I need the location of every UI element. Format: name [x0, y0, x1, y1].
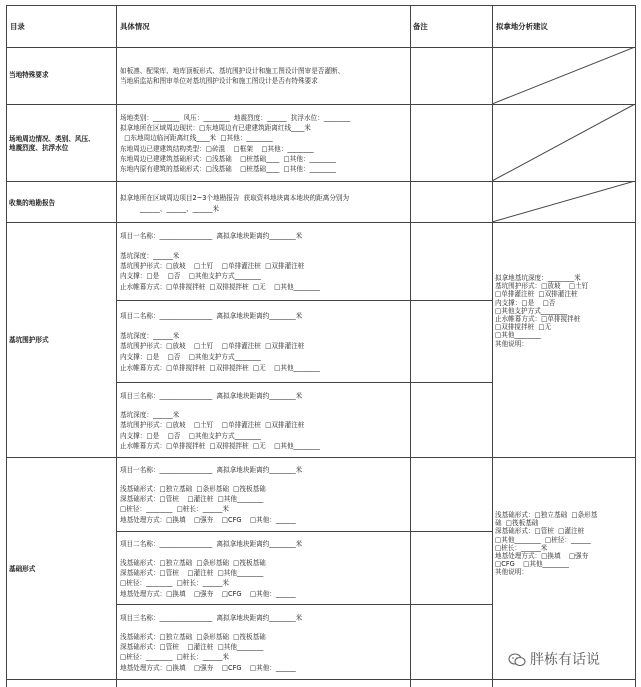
- table-border-right: [635, 5, 636, 687]
- advice-line: 其他说明：: [495, 568, 528, 577]
- project-name-line: 项目一名称：________________ 离拟拿地块距离约________米: [120, 466, 303, 474]
- project-line: □桩径：________ □桩长：______米: [120, 653, 229, 661]
- section-line: 东地内原有建筑的基础形式：□浅基础 □桩基础____ □其他：________: [120, 165, 336, 173]
- section-line: 场地类别：________ 风压：________ 地震烈度：______ 抗浮水位：________: [120, 114, 351, 122]
- diagonal-slash-row2: [492, 104, 635, 181]
- section-title-survey-reports: 收集的地勘报告: [9, 199, 56, 207]
- advice-line: 止水帷幕方式：□单排搅拌桩: [495, 315, 581, 324]
- project-line: 地基处理方式：□换填 □强夯 □CFG □其他：______: [120, 516, 296, 524]
- section-line: 拟拿地所在区域周边项目2~3个地勘报告 获取资料地块离本地块的距离分别为: [120, 194, 350, 202]
- header-details: 具体情况: [120, 22, 150, 31]
- advice-line: □桩长：______米: [495, 543, 548, 552]
- row-divider: [6, 457, 636, 458]
- sub-row-divider: [116, 531, 492, 532]
- project-line: 基坑围护形式：□放坡 □土钉 □单排灌注桩 □双排灌注桩: [120, 262, 305, 270]
- section-line: 当地质监站和图审单位对基坑围护设计和施工图设计是否有特殊要求: [120, 77, 318, 85]
- project-line: 基坑围护形式：□放坡 □土钉 □单排灌注桩 □双排灌注桩: [120, 342, 305, 350]
- advice-line: 内支撑：□是 □否: [495, 298, 556, 307]
- project-line: 止水帷幕方式：□单排搅拌桩 □双排搅拌桩 □无 □其他________: [120, 442, 320, 450]
- advice-line: □CFG □其他________: [495, 560, 569, 569]
- project-line: 内支撑：□是 □否 □其他支护方式________: [120, 272, 261, 280]
- watermark-text: 胖栋有话说: [530, 652, 600, 668]
- project-line: 深基础形式：□管桩 □灌注桩 □其他________: [120, 569, 264, 577]
- project-line: 基坑深度：______米: [120, 411, 180, 419]
- table-border-top: [6, 5, 636, 6]
- project-line: 浅基础形式：□独立基础 □条形基础 □筏板基础: [120, 485, 266, 493]
- project-line: 内支撑：□是 □否 □其他支护方式________: [120, 432, 261, 440]
- advice-line: □其他支护方式________: [495, 306, 568, 315]
- advice-line: □其他________: [495, 331, 541, 340]
- advice-line: □其他________ □桩径：______: [495, 535, 591, 544]
- section-line: 拟拿地所在区域周边现状：□东地周边有已建建筑距离红线____米: [120, 124, 311, 132]
- wechat-icon: [508, 653, 526, 667]
- table-border-left: [6, 5, 7, 687]
- project-line: 内支撑：□是 □否 □其他支护方式________: [120, 353, 261, 361]
- project-line: 基坑深度：______米: [120, 332, 180, 340]
- sub-row-divider: [116, 604, 492, 605]
- project-line: 深基础形式：□管桩 □灌注桩 □其他________: [120, 495, 264, 503]
- row-divider: [6, 222, 636, 223]
- project-line: 止水帷幕方式：□单排搅拌桩 □双排搅拌桩 □无 □其他________: [120, 283, 320, 291]
- diagonal-slash-row1: [492, 47, 635, 104]
- header-remarks: 备注: [413, 22, 428, 31]
- advice-line: □单排灌注桩 □双排灌注桩: [495, 290, 578, 299]
- advice-line: 地基处理方式：□换填 □强夯: [495, 552, 589, 561]
- sub-row-divider: [116, 300, 492, 301]
- section-title-foundation: 基础形式: [9, 565, 36, 573]
- section-title-local-requirements: 当地特殊要求: [9, 71, 49, 79]
- section-title-excavation-support: 基坑围护形式: [9, 336, 49, 344]
- project-line: □桩径：________ □桩长：______米: [120, 505, 229, 513]
- column-divider: [116, 5, 117, 687]
- section-line: 如板凛、配梁库、地库顶板形式、基坑围护设计和施工图设计图审是否灌断、: [120, 67, 345, 75]
- project-line: 地基处理方式：□换填 □强夯 □CFG □其他：______: [120, 664, 296, 672]
- project-line: 浅基础形式：□独立基础 □条形基础 □筏板基础: [120, 633, 266, 641]
- project-line: 地基处理方式：□换填 □强夯 □CFG □其他：______: [120, 590, 296, 598]
- project-line: 止水帷幕方式：□单排搅拌桩 □双排搅拌桩 □无 □其他________: [120, 364, 320, 372]
- header-advice: 拟拿地分析建议: [496, 22, 548, 31]
- project-name-line: 项目一名称：________________ 离拟拿地块距离约________米: [120, 232, 303, 240]
- project-name-line: 项目二名称：________________ 离拟拿地块距离约________米: [120, 540, 303, 548]
- advice-foundation: [495, 511, 597, 577]
- advice-line: 基坑围护形式：□放坡 □土钉: [495, 282, 589, 291]
- advice-line: 拟拿地基坑深度：________米: [495, 274, 581, 282]
- project-line: 浅基础形式：□独立基础 □条形基础 □筏板基础: [120, 559, 266, 567]
- section-line: 东地周边已建建筑基础形式：□浅基础 □桩基础____ □其他：________: [120, 155, 336, 163]
- section-line: ______、______、______米: [140, 205, 220, 213]
- advice-line: 其他说明：: [495, 339, 528, 348]
- advice-excavation: [495, 274, 588, 348]
- project-name-line: 项目三名称：________________ 离拟拿地块距离约________米: [120, 392, 303, 400]
- section-line: 东地周边已建建筑结构类型：□砖混 □框架 □其他：________: [120, 145, 314, 153]
- watermark: [508, 649, 600, 669]
- row-divider: [6, 679, 636, 680]
- project-name-line: 项目二名称：________________ 离拟拿地块距离约________米: [120, 312, 303, 320]
- column-divider: [410, 5, 411, 687]
- section-title-site-conditions-2: 地震烈度、抗浮水位: [9, 144, 69, 152]
- advice-line: □双排搅拌桩 □无: [495, 323, 552, 332]
- project-line: 深基础形式：□管桩 □灌注桩 □其他________: [120, 643, 264, 651]
- header-directory: 目录: [10, 22, 25, 31]
- sub-row-divider: [116, 382, 492, 383]
- section-title-site-conditions: 场地周边情况、类别、风压、: [9, 135, 95, 143]
- project-line: 基坑深度：______米: [120, 252, 180, 260]
- section-line: □东地周边临河距离红线____米 □其他：________: [120, 134, 273, 142]
- project-line: 基坑围护形式：□放坡 □土钉 □单排灌注桩 □双排灌注桩: [120, 421, 305, 429]
- advice-line: 础 □筏板基础: [495, 519, 539, 528]
- diagonal-slash-row3: [492, 181, 635, 222]
- project-name-line: 项目三名称：________________ 离拟拿地块距离约________米: [120, 614, 303, 622]
- project-line: □桩径：________ □桩长：______米: [120, 579, 229, 587]
- advice-line: 浅基础形式：□独立基础 □条形基: [495, 511, 598, 519]
- advice-line: 深基础形式：□管桩 □灌注桩: [495, 527, 585, 536]
